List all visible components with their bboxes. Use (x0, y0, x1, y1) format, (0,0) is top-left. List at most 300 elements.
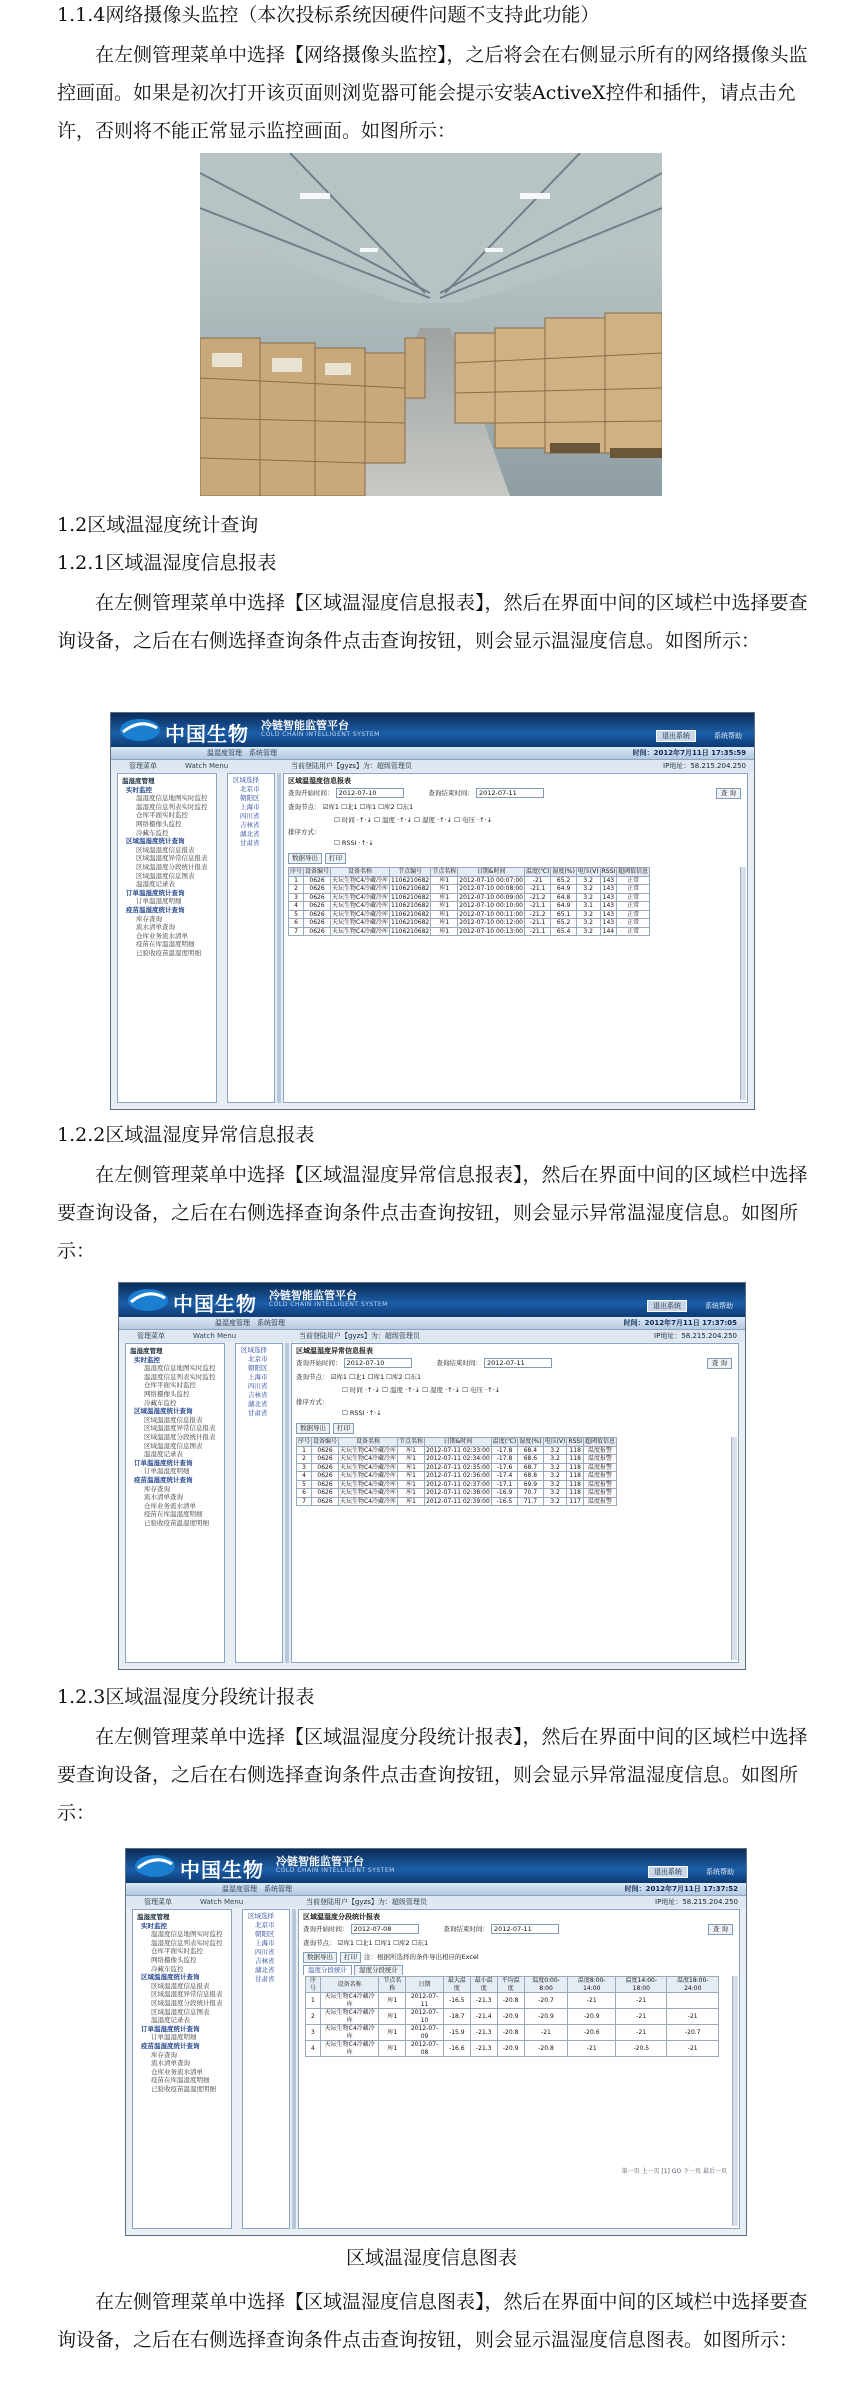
table-cell: 天坛生物C4冷藏冷库 (332, 910, 389, 918)
table-cell: 118 (567, 1489, 584, 1498)
menu-item[interactable]: 网络摄像头监控 (144, 1389, 190, 1398)
table-cell: 温度报警 (583, 1497, 616, 1506)
menu-system[interactable]: 系统管理 (249, 749, 277, 757)
action-buttons (303, 1952, 479, 1963)
table-cell: 正常 (617, 893, 650, 902)
menu-item[interactable]: 区域温湿度分段统计报表 (144, 1432, 216, 1441)
region-item[interactable]: 上海市 (240, 803, 260, 811)
left-menu (132, 1909, 232, 2229)
start-input[interactable]: 2012-07-10 (336, 788, 404, 798)
table-row (289, 893, 650, 902)
table-cell: 1106210682 (391, 919, 430, 926)
menu-item[interactable]: 流水清单查询 (144, 1493, 183, 1502)
sort-options[interactable]: ☐ 时间 ·↑·↓ ☐ 温度 ·↑·↓ ☐ 湿度 ·↑·↓ ☐ 电压 ·↑·↓ (342, 1386, 501, 1394)
export-note: 注：根据所选择的条件导出相应的Excel (364, 1953, 479, 1961)
export-button[interactable]: 数据导出 (296, 1423, 330, 1434)
menu-item[interactable]: 订单温湿度统计查询 (134, 1458, 193, 1467)
region-item[interactable]: 四川省 (240, 812, 260, 820)
menu-item[interactable]: 区域温湿度异常信息报表 (151, 1990, 223, 1999)
table-cell: 143 (600, 893, 617, 902)
region-item[interactable]: 湖北省 (240, 830, 260, 838)
table-cell: -20.7 (524, 1993, 568, 2009)
table-cell: 库1 (398, 1446, 425, 1455)
menu-item[interactable]: 网络摄像头监控 (136, 819, 182, 828)
current-user: 当前登陆用户【gyzs】为：超级管理员 (299, 1332, 420, 1340)
menu-item[interactable]: 温湿度信息列表实时监控 (136, 802, 208, 811)
logo-icon (132, 1852, 178, 1880)
brand-title: 中国生物 (173, 1292, 257, 1316)
table-cell: 库1 (431, 919, 458, 928)
node-row[interactable]: 查询节点： ☑库1 ☐北1 ☐库1 ☐库2 ☐东1 (296, 1373, 422, 1381)
menu-item[interactable]: 仓库平面实时监控 (144, 1381, 196, 1390)
menu-item[interactable]: 库存查询 (144, 1484, 170, 1493)
table-cell: 0626 (312, 1463, 339, 1472)
table-cell: 0626 (312, 1446, 339, 1455)
menu-item[interactable]: 温湿度信息地图实时监控 (136, 794, 208, 803)
menu-item[interactable]: 库存查询 (151, 2050, 177, 2059)
end-label: 查询结束时间： (428, 789, 474, 797)
menu-temp[interactable]: 温湿度管理 (215, 1319, 250, 1327)
menu-item[interactable]: 仓库业务流水清单 (151, 2067, 203, 2076)
time-row (288, 788, 544, 798)
sort-options[interactable]: ☐ 时间 ·↑·↓ ☐ 温度 ·↑·↓ ☐ 湿度 ·↑·↓ ☐ 电压 ·↑·↓ (334, 816, 493, 824)
table-cell: 3.2 (543, 1446, 567, 1455)
table-cell: 143 (600, 876, 617, 885)
table-cell: 1106210682 (391, 910, 430, 918)
menu-item[interactable]: 订单温湿度明细 (151, 2033, 197, 2042)
menu-item[interactable]: 订单温湿度明细 (144, 1467, 190, 1476)
region-item[interactable]: 朝阳区 (248, 1364, 268, 1372)
menu-item[interactable]: 疫苗温湿度统计查询 (134, 1475, 193, 1484)
region-item[interactable]: 吉林省 (240, 821, 260, 829)
table-cell: -21.1 (524, 927, 550, 936)
report-title: 区域温湿度异常信息报表 (296, 1347, 373, 1355)
region-item[interactable]: 吉林省 (255, 1957, 275, 1965)
table-cell: 3.2 (576, 893, 600, 902)
table-cell: 温度报警 (583, 1480, 616, 1489)
table-cell: 1106210682 (391, 927, 430, 935)
menu-item[interactable]: 已验收疫苗温湿度明细 (151, 2084, 216, 2093)
menu-item[interactable]: 订单温湿度明细 (136, 897, 182, 906)
table-cell: 0626 (304, 876, 331, 885)
table-cell (667, 1993, 719, 2009)
menu-item[interactable]: 流水清单查询 (136, 923, 175, 932)
table-row (297, 1497, 617, 1506)
menu-item[interactable]: 实时监控 (141, 1921, 167, 1930)
table-cell: 3 (297, 1463, 312, 1472)
column-header: 电压(V) (577, 868, 599, 875)
table-cell: 2012-07-11 02:34:00 (426, 1455, 490, 1462)
table-cell: 正常 (617, 885, 650, 894)
menu-item[interactable]: 疫苗在库温湿度明细 (136, 940, 195, 949)
table-cell: -20.8 (524, 2041, 568, 2057)
region-item[interactable]: 甘肃省 (248, 1409, 268, 1417)
menu-item[interactable]: 区域温湿度信息图表 (151, 2007, 210, 2016)
menu-item[interactable]: 区域温湿度信息图表 (136, 871, 195, 880)
table-cell: -21 (616, 2025, 667, 2041)
table-cell: 2012-07-11 02:38:00 (426, 1489, 490, 1496)
table-cell: -21.4 (470, 2009, 497, 2025)
heading-1-2-3: 1.2.3区域温湿度分段统计报表 (57, 1686, 315, 1708)
scrollbar[interactable] (731, 1437, 737, 1660)
table-cell: 5 (289, 910, 304, 919)
region-item[interactable]: 区域选择 (241, 1346, 267, 1354)
table-cell: 68.7 (518, 1463, 543, 1472)
rssi-option[interactable]: ☐ RSSI ·↑·↓ (342, 1409, 382, 1417)
app-header (126, 1849, 746, 1883)
menu-item[interactable]: 区域温湿度信息报表 (151, 1981, 210, 1990)
table-cell: 温度报警 (583, 1455, 616, 1464)
table-cell: 库1 (398, 1472, 425, 1481)
start-input[interactable]: 2012-07-08 (351, 1924, 419, 1934)
menu-expand[interactable]: Watch Menu (193, 1332, 237, 1340)
column-header: 温度8:00-14:00 (568, 1977, 616, 1993)
table-cell: 2012-07-10 00:11:00 (459, 910, 523, 918)
start-label: 查询开始时间： (288, 789, 334, 797)
brand-english: COLD CHAIN INTELLIGENT SYSTEM (261, 731, 380, 738)
query-button[interactable]: 查 询 (716, 788, 741, 799)
table-cell: 0626 (304, 885, 331, 894)
region-item[interactable]: 湖北省 (255, 1966, 275, 1974)
region-item[interactable]: 四川省 (248, 1382, 268, 1390)
table-cell: 2012-07-08 (406, 2041, 444, 2057)
table-cell: 天坛生物C4冷藏冷库 (320, 1993, 378, 2009)
tab-strip (303, 1965, 405, 1975)
time-row (296, 1358, 552, 1368)
table-cell: 0626 (304, 902, 331, 911)
table-cell: -21 (616, 1993, 667, 2009)
table-cell: -20.6 (568, 2025, 616, 2041)
table-cell: 天坛生物C4冷藏冷库 (320, 2009, 378, 2025)
menu-item[interactable]: 温湿度管理 (122, 777, 155, 785)
action-buttons (288, 853, 349, 864)
table-cell: 2012-07-10 00:10:00 (459, 902, 523, 909)
table-cell: -21.1 (524, 919, 550, 928)
table-cell: 2012-07-10 00:07:00 (459, 876, 523, 884)
table-cell: 天坛生物C4冷藏冷库 (320, 2025, 378, 2041)
menu-item[interactable]: 实时监控 (126, 785, 152, 794)
table-cell: 天坛生物C4冷藏冷库 (340, 1472, 397, 1479)
table-cell: 2012-07-10 00:13:00 (459, 927, 523, 935)
start-input[interactable]: 2012-07-10 (344, 1358, 412, 1368)
brand-english: COLD CHAIN INTELLIGENT SYSTEM (269, 1301, 388, 1308)
node-row[interactable]: 查询节点： ☑库1 ☐北1 ☐库1 ☐库2 ☐东1 (288, 803, 414, 811)
table-cell: 库1 (379, 2041, 406, 2057)
column-header: 序号 (298, 1438, 311, 1445)
menu-item[interactable]: 温湿度管理 (130, 1347, 163, 1355)
column-header: 节点名称 (379, 1977, 406, 1993)
menu-item[interactable]: 温湿度记录表 (136, 880, 175, 889)
table-cell: 2012-07-10 00:08:00 (459, 885, 523, 892)
table-cell: 2012-07-11 02:36:00 (426, 1472, 490, 1479)
column-header: 温度14:00-18:00 (616, 1977, 667, 1993)
table-cell: 64.9 (551, 902, 576, 911)
help-button[interactable]: 系统帮助 (714, 732, 742, 740)
print-button[interactable]: 打印 (340, 1952, 361, 1963)
heading-1-2-2: 1.2.2区域温湿度异常信息报表 (57, 1124, 315, 1146)
menu-bar (119, 1317, 745, 1330)
table-cell: 0626 (304, 893, 331, 902)
menu-item[interactable]: 疫苗温湿度统计查询 (126, 905, 185, 914)
table-cell: -20.7 (667, 2025, 719, 2041)
menu-item[interactable]: 区域温湿度信息图表 (144, 1441, 203, 1450)
menu-item[interactable]: 温湿度管理 (137, 1913, 170, 1921)
table-cell: -20.9 (524, 2009, 568, 2025)
table-cell: 正常 (617, 910, 650, 919)
menu-item[interactable]: 温湿度记录表 (151, 2016, 190, 2025)
menu-item[interactable]: 仓库平面实时监控 (136, 811, 188, 820)
menu-item[interactable]: 区域温湿度分段统计报表 (151, 1998, 223, 2007)
table-row (289, 927, 650, 936)
table-cell: 3.2 (576, 885, 600, 894)
menu-item[interactable]: 区域温湿度统计查询 (141, 1973, 200, 1982)
help-button[interactable]: 系统帮助 (705, 1302, 733, 1310)
table-cell: 69.9 (518, 1480, 543, 1489)
column-header: 电压(V) (544, 1438, 566, 1445)
column-header: 湿度(%) (519, 1438, 542, 1445)
region-tree (227, 773, 275, 1103)
table-row (297, 1489, 617, 1498)
region-item[interactable]: 朝阳区 (240, 794, 260, 802)
paragraph-chart: 在左侧管理菜单中选择【区域温湿度信息图表】，然后在界面中间的区域栏中选择要查询设备，之后在右侧选择查询条件点击查询按钮，则会显示温湿度信息图表。如图所示： (57, 2291, 808, 2351)
table-cell: 库1 (398, 1463, 425, 1472)
heading-1-2-1: 1.2.1区域温湿度信息报表 (57, 552, 277, 574)
table-cell: 天坛生物C4冷藏冷库 (332, 885, 389, 892)
logo-icon (125, 1286, 171, 1314)
table-cell: -21.3 (470, 1993, 497, 2009)
screenshot-segment-report (125, 1848, 747, 2236)
heading-1-1-4: 1.1.4网络摄像头监控（本次投标系统因硬件问题不支持此功能） (57, 4, 600, 26)
table-cell: 1 (306, 1993, 321, 2009)
menu-item[interactable]: 温湿度记录表 (144, 1450, 183, 1459)
region-item[interactable]: 北京市 (240, 785, 260, 793)
table-cell: 天坛生物C4冷藏冷库 (332, 927, 389, 935)
menu-item[interactable]: 温湿度信息列表实时监控 (151, 1938, 223, 1947)
menu-item[interactable]: 库存查询 (136, 914, 162, 923)
menu-system[interactable]: 系统管理 (264, 1885, 292, 1893)
scrollbar[interactable] (732, 1976, 738, 2226)
menu-item[interactable]: 区域温湿度分段统计报表 (136, 862, 208, 871)
menu-expand[interactable]: Watch Menu (200, 1898, 244, 1906)
table-row (289, 910, 650, 919)
region-item[interactable]: 区域选择 (233, 776, 259, 784)
scrollbar[interactable] (740, 867, 746, 1100)
info-bar (126, 1896, 746, 1908)
export-button[interactable]: 数据导出 (303, 1952, 337, 1963)
menu-item[interactable]: 疫苗在库温湿度明细 (151, 2076, 210, 2085)
menu-item[interactable]: 区域温湿度信息报表 (144, 1415, 203, 1424)
tab-humidity-segment[interactable]: 湿度分段统计 (354, 1965, 403, 1975)
column-header: 序号 (290, 868, 303, 875)
table-cell: -17.6 (491, 1463, 517, 1472)
table-cell: 7 (297, 1497, 312, 1506)
table-cell: -16.9 (491, 1489, 517, 1498)
menu-system[interactable]: 系统管理 (257, 1319, 285, 1327)
menu-item[interactable]: 仓库业务流水清单 (144, 1501, 196, 1510)
region-item[interactable]: 湖北省 (248, 1400, 268, 1408)
table-cell: 65.4 (551, 927, 576, 936)
brand-subtitle: 冷链智能监管平台 (269, 1289, 357, 1302)
table-cell: -18.7 (443, 2009, 470, 2025)
table-cell: 库1 (431, 876, 458, 885)
region-item[interactable]: 甘肃省 (255, 1975, 275, 1983)
help-button[interactable]: 系统帮助 (706, 1868, 734, 1876)
table-cell: 库1 (398, 1497, 425, 1506)
menu-item[interactable]: 实时监控 (134, 1355, 160, 1364)
table-cell: -16.5 (443, 1993, 470, 2009)
menu-item[interactable]: 疫苗在库温湿度明细 (144, 1510, 203, 1519)
column-header: 最大温度 (443, 1977, 470, 1993)
table-cell: 温度报警 (583, 1472, 616, 1481)
menu-item[interactable]: 仓库平面实时监控 (151, 1947, 203, 1956)
ip-address: IP地址：58.215.204.250 (654, 1332, 737, 1340)
menu-item[interactable]: 区域温湿度异常信息报表 (136, 854, 208, 863)
table-cell: -17.8 (491, 1446, 517, 1455)
table-cell: 正常 (617, 919, 650, 928)
table-cell: 天坛生物C4冷藏冷库 (332, 902, 389, 909)
current-user: 当前登陆用户【gyzs】为：超级管理员 (306, 1898, 427, 1906)
table-cell: -21.1 (524, 885, 550, 894)
table-cell: 0626 (304, 910, 331, 919)
menu-item[interactable]: 疫苗温湿度统计查询 (141, 2041, 200, 2050)
table-cell: 3.2 (543, 1489, 567, 1498)
region-item[interactable]: 北京市 (255, 1921, 275, 1929)
brand-subtitle: 冷链智能监管平台 (261, 719, 349, 732)
table-cell: -20.9 (497, 2041, 524, 2057)
column-header: 设备编号 (305, 868, 330, 875)
region-item[interactable]: 上海市 (248, 1373, 268, 1381)
menu-head: 管理菜单 (137, 1332, 165, 1340)
region-item[interactable]: 上海市 (255, 1939, 275, 1947)
table-cell: 2 (289, 885, 304, 894)
end-input[interactable]: 2012-07-11 (476, 788, 544, 798)
menu-item[interactable]: 温湿度信息列表实时监控 (144, 1372, 216, 1381)
exit-button[interactable]: 退出系统 (647, 1300, 687, 1312)
menu-item[interactable]: 订单温湿度统计查询 (141, 2024, 200, 2033)
menu-item[interactable]: 冷藏车监控 (136, 828, 169, 837)
menu-temp[interactable]: 温湿度管理 (207, 749, 242, 757)
table-cell: -21.1 (524, 902, 550, 911)
table-cell: 2012-07-11 02:35:00 (426, 1463, 490, 1471)
splitter[interactable] (292, 1909, 296, 2229)
menu-item[interactable]: 网络摄像头监控 (151, 1955, 197, 1964)
paragraph-camera: 在左侧管理菜单中选择【网络摄像头监控】，之后将会在右侧显示所有的网络摄像头监控画面。如果是初次打开该页面则浏览器可能会提示安装ActiveX控件和插件，请点击允许，否则将不能正常显示监控画面。如图所示： (57, 44, 808, 142)
rssi-option[interactable]: ☐ RSSI ·↑·↓ (334, 839, 374, 847)
tab-temp-segment[interactable]: 温度分段统计 (303, 1965, 352, 1975)
table-cell: -20.8 (497, 1993, 524, 2009)
table-cell: 正常 (617, 876, 650, 885)
table-cell: 0626 (304, 927, 331, 936)
report-title: 区域温湿度信息报表 (288, 777, 351, 785)
menu-item[interactable]: 区域温湿度信息报表 (136, 845, 195, 854)
table-cell: 118 (567, 1472, 584, 1481)
start-label: 查询开始时间： (303, 1925, 349, 1933)
column-header: 日期&时间 (458, 868, 525, 877)
query-button[interactable]: 查 询 (708, 1924, 733, 1935)
table-cell: 1 (297, 1446, 312, 1455)
start-label: 查询开始时间： (296, 1359, 342, 1367)
splitter[interactable] (277, 773, 281, 1103)
export-button[interactable]: 数据导出 (288, 853, 322, 864)
menu-item[interactable]: 冷藏车监控 (144, 1398, 177, 1407)
print-button[interactable]: 打印 (333, 1423, 354, 1434)
region-tree (235, 1343, 283, 1663)
table-cell: 天坛生物C4冷藏冷库 (332, 876, 389, 884)
table-cell: 64.8 (551, 893, 576, 902)
end-label: 查询结束时间： (443, 1925, 489, 1933)
table-row (289, 885, 650, 894)
table-cell: 68.6 (518, 1455, 543, 1464)
print-button[interactable]: 打印 (325, 853, 346, 864)
region-item[interactable]: 北京市 (248, 1355, 268, 1363)
table-cell: -21 (667, 2009, 719, 2025)
table-cell: 2012-07-11 02:39:00 (426, 1497, 490, 1505)
menu-item[interactable]: 订单温湿度统计查询 (126, 888, 185, 897)
table-cell: -17.8 (491, 1455, 517, 1464)
menu-item[interactable]: 区域温湿度统计查询 (134, 1407, 193, 1416)
table-cell: 68.8 (518, 1472, 543, 1481)
table-cell: 库1 (431, 927, 458, 936)
menu-item[interactable]: 温湿度信息地图实时监控 (144, 1364, 216, 1373)
column-header: 设备编号 (313, 1438, 338, 1445)
table-cell: 118 (567, 1446, 584, 1455)
table-row (306, 2025, 719, 2041)
region-item[interactable]: 甘肃省 (240, 839, 260, 847)
splitter[interactable] (285, 1343, 289, 1663)
brand-english: COLD CHAIN INTELLIGENT SYSTEM (276, 1867, 395, 1874)
table-cell: 0626 (312, 1455, 339, 1464)
region-item[interactable]: 四川省 (255, 1948, 275, 1956)
table-cell: 3 (289, 893, 304, 902)
menu-item[interactable]: 仓库业务流水清单 (136, 931, 188, 940)
query-button[interactable]: 查 询 (707, 1358, 732, 1369)
heading-1-2: 1.2区域温湿度统计查询 (57, 514, 259, 536)
region-item[interactable]: 区域选择 (248, 1912, 274, 1920)
ip-address: IP地址：58.215.204.250 (663, 762, 746, 770)
column-header: 节点名称 (432, 868, 457, 875)
table-cell: 库1 (398, 1480, 425, 1489)
menu-temp[interactable]: 温湿度管理 (222, 1885, 257, 1893)
menu-item[interactable]: 区域温湿度异常信息报表 (144, 1424, 216, 1433)
menu-item[interactable]: 区域温湿度统计查询 (126, 837, 185, 846)
left-menu (125, 1343, 225, 1663)
column-header: 温度0:00-8:00 (524, 1977, 568, 1993)
menu-item[interactable]: 流水清单查询 (151, 2059, 190, 2068)
end-input[interactable]: 2012-07-11 (484, 1358, 552, 1368)
column-header: 日期&时间 (425, 1438, 492, 1447)
pager[interactable]: 第一页 上一页 [1] GO 下一页 最后一页 (621, 2168, 727, 2175)
menu-item[interactable]: 已验收疫苗温湿度明细 (144, 1518, 209, 1527)
region-item[interactable]: 吉林省 (248, 1391, 268, 1399)
table-cell: 2012-07-11 02:37:00 (426, 1480, 490, 1488)
node-row[interactable]: 查询节点： ☑库1 ☐北1 ☐库1 ☐库2 ☐东1 (303, 1939, 429, 1947)
menu-item[interactable]: 温湿度信息地图实时监控 (151, 1930, 223, 1939)
end-input[interactable]: 2012-07-11 (491, 1924, 559, 1934)
column-header: RSSI (568, 1438, 582, 1445)
table-cell: 3.2 (543, 1455, 567, 1464)
table-cell: 天坛生物C4冷藏冷库 (340, 1480, 397, 1488)
table-cell: -21 (524, 876, 550, 885)
menu-expand[interactable]: Watch Menu (185, 762, 229, 770)
table-cell: -16.6 (443, 2041, 470, 2057)
column-header: RSSI (601, 868, 616, 875)
info-bar (119, 1330, 745, 1342)
region-item[interactable]: 朝阳区 (255, 1930, 275, 1938)
menu-item[interactable]: 冷藏车监控 (151, 1964, 184, 1973)
menu-item[interactable]: 已验收疫苗温湿度明细 (136, 948, 201, 957)
exit-button[interactable]: 退出系统 (656, 730, 696, 742)
exit-button[interactable]: 退出系统 (648, 1866, 688, 1878)
